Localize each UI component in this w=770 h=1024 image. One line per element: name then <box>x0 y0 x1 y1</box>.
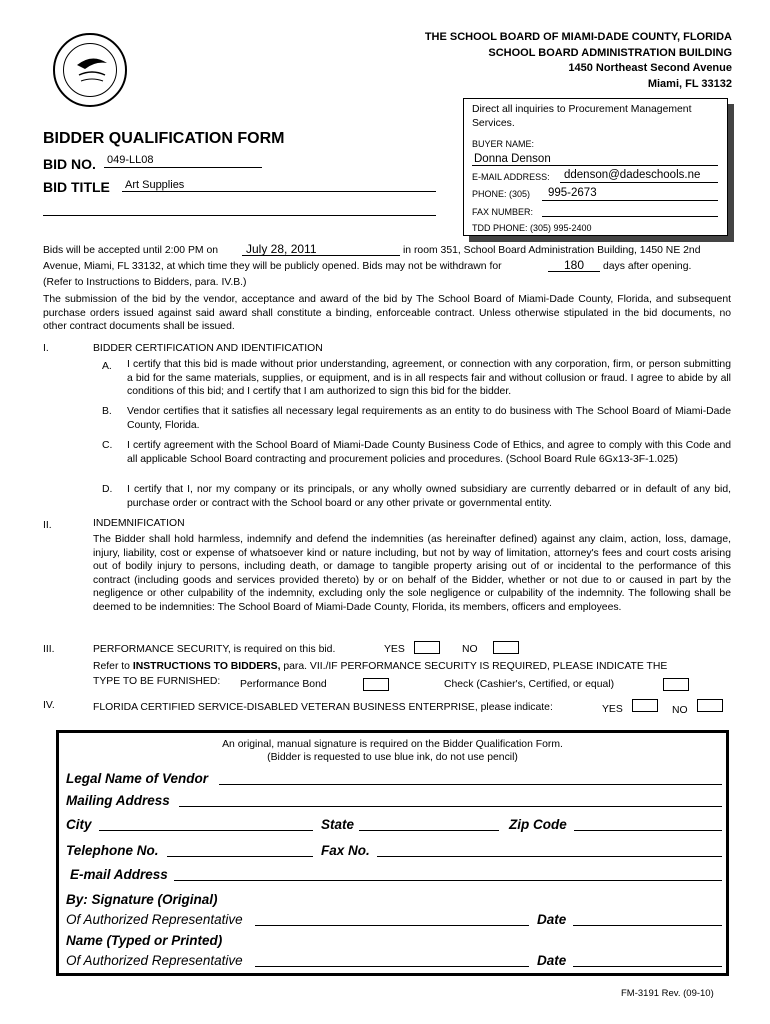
refer-text-a: Refer to <box>93 661 130 672</box>
section-1-title: BIDDER CERTIFICATION AND IDENTIFICATION <box>93 343 323 354</box>
school-board-seal-icon <box>53 33 127 107</box>
check-type-label: Check (Cashier's, Certified, or equal) <box>444 679 615 690</box>
bid-title-line-2 <box>43 215 436 216</box>
performance-no-label: NO <box>462 644 478 655</box>
inquiry-info-box <box>463 98 728 236</box>
item-a-text: I certify that this bid is made without prior understanding, agreement, or connection with any corporation, firm, or person submitting a bid for the same materials, supplies, or equipment, and is in all respects fair and without collusion or fraud. I agree to abide by all conditions of this bid; and I certify that I am authorized to sign this bid for the bidder. <box>127 359 731 398</box>
tdd-phone: TDD PHONE: (305) 995-2400 <box>472 223 592 233</box>
printed-name-date-field[interactable] <box>573 966 722 967</box>
item-b-text: Vendor certifies that it satisfies all necessary legal requirements as an entity to do business with The School Board of Miami-Dade County, Florida. <box>127 406 731 431</box>
check-type-checkbox[interactable] <box>663 678 689 691</box>
email-address-field[interactable] <box>174 880 722 881</box>
phone-line <box>542 200 718 201</box>
signature-label: By: Signature (Original) <box>66 892 218 907</box>
form-number: FM-3191 Rev. (09-10) <box>621 988 714 999</box>
email-line <box>560 182 718 183</box>
fax-no-field[interactable] <box>377 856 722 857</box>
item-c-text: I certify agreement with the School Board of Miami-Dade County Business Code of Ethics, and agree to comply with this Code and all applicable School Board contracting and procurement policies and procedures. (School Board Rule 6Gx13-3F-1.025) <box>127 440 731 465</box>
signature-box <box>56 730 729 976</box>
bid-no-line <box>104 167 262 168</box>
zip-code-label: Zip Code <box>509 817 567 832</box>
bid-title-line <box>122 191 436 192</box>
veteran-yes-checkbox[interactable] <box>632 699 658 712</box>
item-d-label: D. <box>102 484 113 495</box>
veteran-no-checkbox[interactable] <box>697 699 723 712</box>
item-c-label: C. <box>102 440 113 451</box>
header-line-2: SCHOOL BOARD ADMINISTRATION BUILDING <box>488 46 732 59</box>
date-label-1: Date <box>537 912 567 927</box>
buyer-name-line <box>472 165 718 166</box>
name-typed-label: Name (Typed or Printed) <box>66 933 223 948</box>
phone-value[interactable]: 995-2673 <box>548 187 597 199</box>
signature-note-2: (Bidder is requested to use blue ink, do not use pencil) <box>267 752 518 763</box>
form-title: BIDDER QUALIFICATION FORM <box>43 130 285 147</box>
signature-note-1: An original, manual signature is required on the Bidder Qualification Form. <box>222 739 563 750</box>
mailing-address-field[interactable] <box>179 806 722 807</box>
telephone-label: Telephone No. <box>66 843 159 858</box>
buyer-name-value[interactable]: Donna Denson <box>474 153 551 165</box>
performance-bond-label: Performance Bond <box>240 679 327 690</box>
header-line-3: 1450 Northeast Second Avenue <box>568 62 732 74</box>
refer-text-c: para. VII./IF PERFORMANCE SECURITY IS REQUIRED, PLEASE INDICATE THE <box>283 661 668 672</box>
veteran-no-label: NO <box>672 705 688 716</box>
authorized-rep-label-1: Of Authorized Representative <box>66 912 243 927</box>
refer-instructions-line <box>93 660 667 674</box>
zip-code-field[interactable] <box>574 830 722 831</box>
telephone-field[interactable] <box>167 856 313 857</box>
bid-no-value[interactable]: 049-LL08 <box>107 154 154 166</box>
city-field[interactable] <box>99 830 313 831</box>
phone-label: PHONE: (305) <box>472 189 531 199</box>
date-label-2: Date <box>537 953 567 968</box>
withdraw-days[interactable]: 180 <box>564 258 585 272</box>
state-label: State <box>321 817 355 832</box>
legal-name-label: Legal Name of Vendor <box>66 771 209 786</box>
section-4-number: IV. <box>43 700 55 711</box>
section-3-number: III. <box>43 644 55 655</box>
performance-no-checkbox[interactable] <box>493 641 519 654</box>
authorized-rep-label-2: Of Authorized Representative <box>66 953 243 968</box>
email-label: E-MAIL ADDRESS: <box>472 172 550 182</box>
performance-yes-label: YES <box>384 644 405 655</box>
intro-accepted-text: Bids will be accepted until 2:00 PM on <box>43 245 219 256</box>
header-line-4: Miami, FL 33132 <box>647 77 732 90</box>
signature-date-field[interactable] <box>573 925 722 926</box>
bid-title-value[interactable]: Art Supplies <box>125 179 185 191</box>
signature-field[interactable] <box>255 925 529 926</box>
email-address-label: E-mail Address <box>70 867 168 882</box>
city-label: City <box>66 817 92 832</box>
bid-no-label: BID NO. <box>43 156 96 172</box>
intro-days-text: days after opening. <box>603 261 692 272</box>
printed-name-field[interactable] <box>255 966 529 967</box>
binding-contract-text: The submission of the bid by the vendor, acceptance and award of the bid by The School Board of Miami-Dade County, Florida, and subsequent purchase orders issued against said award shall constitute a binding, enforceable contract. Unless otherwise stipulated in the bid documents, no other contract documents shall be issued. <box>43 294 731 333</box>
fax-line <box>542 216 718 217</box>
bid-title-label: BID TITLE <box>43 179 110 195</box>
date-line <box>242 255 400 256</box>
agency-header <box>312 30 732 92</box>
state-field[interactable] <box>359 830 499 831</box>
performance-yes-checkbox[interactable] <box>414 641 440 654</box>
indemnification-text: The Bidder shall hold harmless, indemnify and defend the indemnities (as hereinafter defined) against any claim, action, loss, damage, injury, liability, cost or expense of whatsoever kind or nature including, but not by way of limitation, attorney's fees and court costs arising out of bodily injury to persons, including death, or damage to tangible property arising out of or incidental to the performance of this contract (including goods and services provided thereto) by or on behalf of the Bidder, whether or not due to or caused in part by the negligence or other culpability of the indemnity, excluding only the sole negligence or culpability of the indemnity. The following shall be deemed to be indemnities: The School Board of Miami-Dade County, Florida, its members, officers and employees. <box>93 534 731 613</box>
buyer-name-label: BUYER NAME: <box>472 139 535 149</box>
performance-security-text: PERFORMANCE SECURITY, is required on this bid. <box>93 644 336 655</box>
veteran-yes-label: YES <box>602 704 623 715</box>
veteran-enterprise-text: FLORIDA CERTIFIED SERVICE-DISABLED VETERAN BUSINESS ENTERPRISE, please indicate: <box>93 702 553 713</box>
days-line <box>548 271 600 272</box>
section-2-title: INDEMNIFICATION <box>93 518 185 529</box>
intro-room-text: in room 351, School Board Administration Building, 1450 NE 2nd <box>403 245 701 256</box>
refer-text-b: INSTRUCTIONS TO BIDDERS, <box>132 661 281 672</box>
header-line-1: THE SCHOOL BOARD OF MIAMI-DADE COUNTY, FLORIDA <box>424 31 732 43</box>
fax-no-label: Fax No. <box>321 843 370 858</box>
mailing-address-label: Mailing Address <box>66 793 170 808</box>
inquiry-intro: Direct all inquiries to Procurement Management Services. <box>472 104 692 129</box>
legal-name-field[interactable] <box>219 784 722 785</box>
bid-opening-date[interactable]: July 28, 2011 <box>246 242 317 256</box>
type-furnished-label: TYPE TO BE FURNISHED: <box>93 676 221 687</box>
item-d-text: I certify that I, nor my company or its principals, or any wholly owned subsidiary are currently debarred or in default of any bid, purchase order or contract with the School board or any other private or governmental entity. <box>127 484 731 509</box>
intro-opened-text: Avenue, Miami, FL 33132, at which time they will be publicly opened. Bids may not be withdrawn for <box>43 261 502 272</box>
fax-label: FAX NUMBER: <box>472 207 534 217</box>
section-1-number: I. <box>43 343 49 354</box>
performance-bond-checkbox[interactable] <box>363 678 389 691</box>
item-b-label: B. <box>102 406 112 417</box>
intro-refer-text: (Refer to Instructions to Bidders, para. IV.B.) <box>43 277 247 288</box>
email-value[interactable]: ddenson@dadeschools.ne <box>564 169 701 181</box>
section-2-number: II. <box>43 520 52 531</box>
item-a-label: A. <box>102 361 112 372</box>
